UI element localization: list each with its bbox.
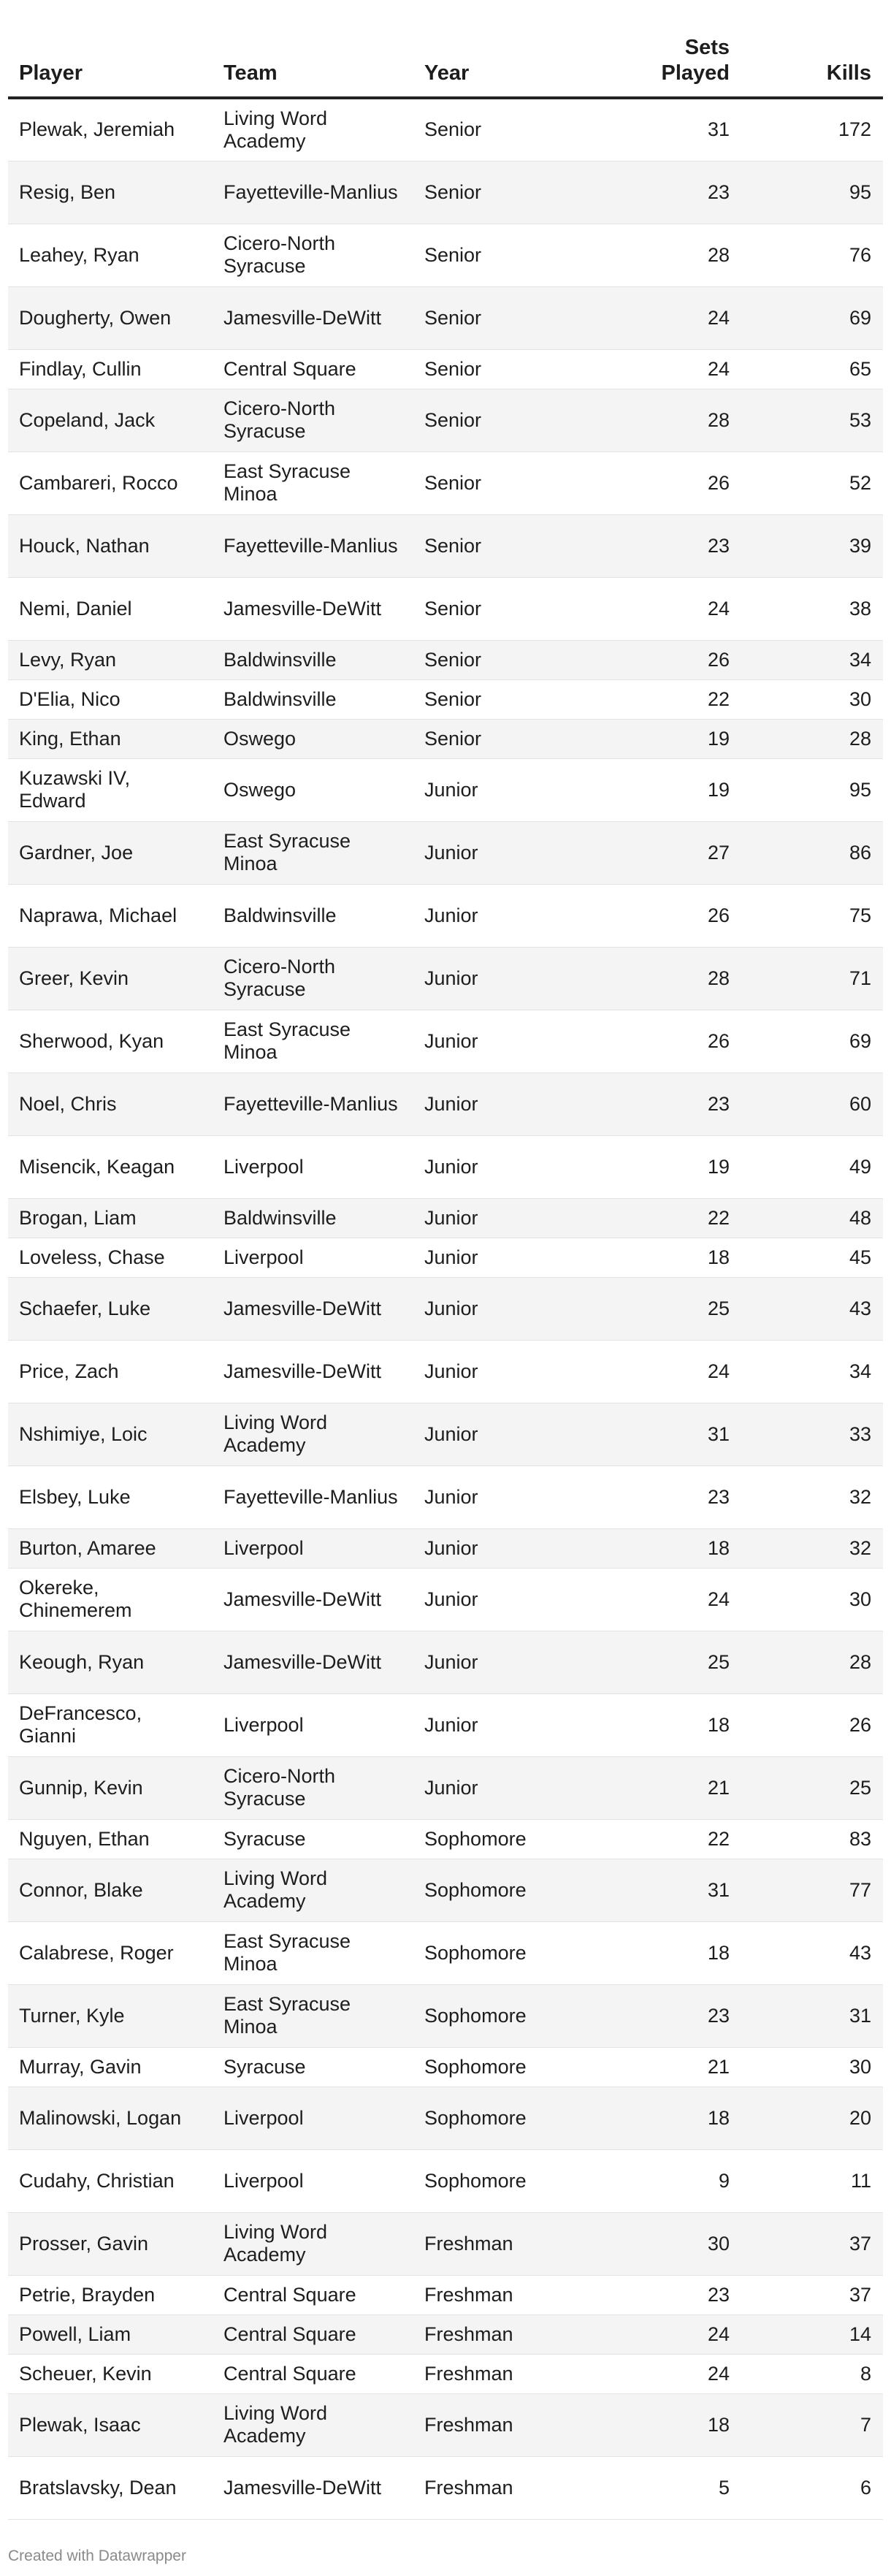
- cell-player: Scheuer, Kevin: [8, 2354, 213, 2393]
- cell-sets-played: 18: [596, 1528, 730, 1568]
- cell-sets-played: 26: [596, 451, 730, 514]
- cell-sets-played: 24: [596, 1568, 730, 1631]
- table-row: [8, 821, 883, 884]
- cell-team: Fayetteville-Manlius: [213, 161, 413, 224]
- cell-kills: 8: [730, 2354, 883, 2393]
- cell-kills: 65: [730, 349, 883, 389]
- cell-player: Prosser, Gavin: [8, 2212, 213, 2275]
- cell-player: Murray, Gavin: [8, 2047, 213, 2087]
- cell-year: Freshman: [413, 2456, 596, 2519]
- cell-year: Junior: [413, 1403, 596, 1466]
- cell-year: Senior: [413, 349, 596, 389]
- cell-year: Junior: [413, 1693, 596, 1756]
- table-row: [8, 1631, 883, 1693]
- cell-player: Schaefer, Luke: [8, 1277, 213, 1340]
- cell-player: Malinowski, Logan: [8, 2087, 213, 2149]
- cell-kills: 38: [730, 577, 883, 640]
- header-row: [8, 22, 883, 98]
- cell-player: Turner, Kyle: [8, 1984, 213, 2047]
- cell-year: Junior: [413, 884, 596, 947]
- cell-year: Junior: [413, 821, 596, 884]
- cell-sets-played: 18: [596, 1238, 730, 1277]
- cell-player: Bratslavsky, Dean: [8, 2456, 213, 2519]
- cell-player: Cambareri, Rocco: [8, 451, 213, 514]
- cell-player: Gardner, Joe: [8, 821, 213, 884]
- cell-player: Misencik, Keagan: [8, 1135, 213, 1198]
- cell-player: Petrie, Brayden: [8, 2275, 213, 2314]
- table-row: [8, 1859, 883, 1921]
- cell-kills: 30: [730, 1568, 883, 1631]
- cell-sets-played: 23: [596, 1984, 730, 2047]
- cell-team: East Syracuse Minoa: [213, 1921, 413, 1984]
- cell-year: Sophomore: [413, 1819, 596, 1859]
- cell-team: Living Word Academy: [213, 1859, 413, 1921]
- cell-player: King, Ethan: [8, 719, 213, 758]
- cell-team: Cicero-North Syracuse: [213, 1756, 413, 1819]
- cell-sets-played: 28: [596, 389, 730, 451]
- table-row: [8, 758, 883, 821]
- cell-sets-played: 22: [596, 1819, 730, 1859]
- cell-sets-played: 25: [596, 1631, 730, 1693]
- cell-player: Kuzawski IV, Edward: [8, 758, 213, 821]
- cell-year: Senior: [413, 640, 596, 679]
- cell-year: Junior: [413, 1010, 596, 1072]
- cell-team: Central Square: [213, 2275, 413, 2314]
- cell-kills: 95: [730, 161, 883, 224]
- cell-year: Freshman: [413, 2275, 596, 2314]
- column-header-team[interactable]: Team: [213, 22, 413, 98]
- table-row: [8, 947, 883, 1010]
- table-row: [8, 1403, 883, 1466]
- cell-sets-played: 23: [596, 161, 730, 224]
- cell-team: Oswego: [213, 758, 413, 821]
- cell-kills: 48: [730, 1198, 883, 1238]
- cell-kills: 28: [730, 719, 883, 758]
- cell-team: East Syracuse Minoa: [213, 451, 413, 514]
- cell-team: Baldwinsville: [213, 679, 413, 719]
- column-header-kills[interactable]: Kills: [730, 22, 883, 98]
- cell-year: Senior: [413, 161, 596, 224]
- cell-kills: 25: [730, 1756, 883, 1819]
- cell-sets-played: 23: [596, 514, 730, 577]
- cell-sets-played: 18: [596, 1693, 730, 1756]
- cell-sets-played: 27: [596, 821, 730, 884]
- cell-player: Levy, Ryan: [8, 640, 213, 679]
- cell-team: Fayetteville-Manlius: [213, 514, 413, 577]
- cell-player: Plewak, Jeremiah: [8, 98, 213, 161]
- cell-year: Junior: [413, 1528, 596, 1568]
- cell-kills: 37: [730, 2212, 883, 2275]
- cell-kills: 31: [730, 1984, 883, 2047]
- cell-team: East Syracuse Minoa: [213, 1010, 413, 1072]
- cell-year: Freshman: [413, 2212, 596, 2275]
- table-row: [8, 2047, 883, 2087]
- cell-sets-played: 26: [596, 1010, 730, 1072]
- table-row: [8, 1238, 883, 1277]
- cell-year: Senior: [413, 719, 596, 758]
- cell-sets-played: 24: [596, 349, 730, 389]
- cell-team: Jamesville-DeWitt: [213, 1631, 413, 1693]
- cell-sets-played: 30: [596, 2212, 730, 2275]
- cell-sets-played: 24: [596, 1340, 730, 1403]
- cell-year: Junior: [413, 1756, 596, 1819]
- cell-sets-played: 18: [596, 2087, 730, 2149]
- cell-kills: 86: [730, 821, 883, 884]
- cell-team: Central Square: [213, 2354, 413, 2393]
- cell-year: Junior: [413, 1072, 596, 1135]
- table-row: [8, 451, 883, 514]
- table-row: [8, 884, 883, 947]
- table-row: [8, 679, 883, 719]
- cell-kills: 39: [730, 514, 883, 577]
- cell-year: Senior: [413, 286, 596, 349]
- cell-kills: 52: [730, 451, 883, 514]
- cell-year: Junior: [413, 1568, 596, 1631]
- cell-team: Jamesville-DeWitt: [213, 1568, 413, 1631]
- cell-kills: 32: [730, 1466, 883, 1528]
- cell-team: Jamesville-DeWitt: [213, 1340, 413, 1403]
- cell-player: Sherwood, Kyan: [8, 1010, 213, 1072]
- cell-year: Sophomore: [413, 2087, 596, 2149]
- cell-kills: 6: [730, 2456, 883, 2519]
- cell-player: Copeland, Jack: [8, 389, 213, 451]
- cell-team: Jamesville-DeWitt: [213, 2456, 413, 2519]
- cell-kills: 45: [730, 1238, 883, 1277]
- table-row: [8, 1819, 883, 1859]
- cell-sets-played: 18: [596, 1921, 730, 1984]
- cell-player: Brogan, Liam: [8, 1198, 213, 1238]
- table-body: [8, 98, 883, 2519]
- cell-sets-played: 19: [596, 719, 730, 758]
- table-row: [8, 224, 883, 286]
- cell-year: Senior: [413, 224, 596, 286]
- cell-player: Gunnip, Kevin: [8, 1756, 213, 1819]
- cell-kills: 33: [730, 1403, 883, 1466]
- cell-team: Syracuse: [213, 2047, 413, 2087]
- table-row: [8, 1340, 883, 1403]
- table-row: [8, 640, 883, 679]
- cell-year: Freshman: [413, 2354, 596, 2393]
- cell-player: Powell, Liam: [8, 2314, 213, 2354]
- cell-kills: 32: [730, 1528, 883, 1568]
- cell-sets-played: 26: [596, 640, 730, 679]
- cell-year: Sophomore: [413, 2047, 596, 2087]
- cell-kills: 20: [730, 2087, 883, 2149]
- cell-team: Living Word Academy: [213, 1403, 413, 1466]
- cell-year: Junior: [413, 1135, 596, 1198]
- cell-team: Jamesville-DeWitt: [213, 1277, 413, 1340]
- datawrapper-credit[interactable]: Created with Datawrapper: [8, 2548, 186, 2564]
- cell-player: DeFrancesco, Gianni: [8, 1693, 213, 1756]
- table-row: [8, 2087, 883, 2149]
- cell-team: Liverpool: [213, 1528, 413, 1568]
- cell-year: Sophomore: [413, 1859, 596, 1921]
- cell-year: Sophomore: [413, 2149, 596, 2212]
- cell-kills: 34: [730, 1340, 883, 1403]
- table-row: [8, 719, 883, 758]
- cell-year: Junior: [413, 1238, 596, 1277]
- cell-sets-played: 22: [596, 1198, 730, 1238]
- table-row: [8, 1528, 883, 1568]
- cell-team: Oswego: [213, 719, 413, 758]
- cell-player: Cudahy, Christian: [8, 2149, 213, 2212]
- cell-team: Baldwinsville: [213, 640, 413, 679]
- table-row: [8, 1756, 883, 1819]
- table-row: [8, 1135, 883, 1198]
- cell-player: Price, Zach: [8, 1340, 213, 1403]
- cell-team: Central Square: [213, 2314, 413, 2354]
- cell-year: Junior: [413, 1466, 596, 1528]
- cell-player: Naprawa, Michael: [8, 884, 213, 947]
- cell-year: Junior: [413, 1631, 596, 1693]
- cell-team: Liverpool: [213, 2087, 413, 2149]
- cell-sets-played: 19: [596, 1135, 730, 1198]
- table-header: [8, 22, 883, 98]
- cell-kills: 28: [730, 1631, 883, 1693]
- cell-sets-played: 31: [596, 98, 730, 161]
- table-row: [8, 98, 883, 161]
- cell-sets-played: 18: [596, 2393, 730, 2456]
- cell-sets-played: 24: [596, 286, 730, 349]
- cell-team: Liverpool: [213, 1693, 413, 1756]
- cell-player: Loveless, Chase: [8, 1238, 213, 1277]
- cell-player: Plewak, Isaac: [8, 2393, 213, 2456]
- cell-player: Noel, Chris: [8, 1072, 213, 1135]
- table-row: [8, 2212, 883, 2275]
- cell-kills: 75: [730, 884, 883, 947]
- cell-kills: 30: [730, 2047, 883, 2087]
- cell-sets-played: 9: [596, 2149, 730, 2212]
- table-row: [8, 1072, 883, 1135]
- cell-kills: 69: [730, 1010, 883, 1072]
- cell-team: Baldwinsville: [213, 1198, 413, 1238]
- cell-year: Senior: [413, 451, 596, 514]
- cell-player: Greer, Kevin: [8, 947, 213, 1010]
- table-row: [8, 1568, 883, 1631]
- cell-team: East Syracuse Minoa: [213, 821, 413, 884]
- cell-year: Junior: [413, 947, 596, 1010]
- table-row: [8, 2149, 883, 2212]
- cell-sets-played: 21: [596, 1756, 730, 1819]
- cell-player: Keough, Ryan: [8, 1631, 213, 1693]
- cell-player: Calabrese, Roger: [8, 1921, 213, 1984]
- cell-sets-played: 26: [596, 884, 730, 947]
- cell-year: Sophomore: [413, 1984, 596, 2047]
- column-header-sets-played-label: Sets Played: [661, 36, 730, 85]
- table-row: [8, 2393, 883, 2456]
- cell-player: Burton, Amaree: [8, 1528, 213, 1568]
- table-row: [8, 389, 883, 451]
- cell-kills: 172: [730, 98, 883, 161]
- cell-team: Living Word Academy: [213, 2212, 413, 2275]
- cell-year: Senior: [413, 514, 596, 577]
- cell-kills: 95: [730, 758, 883, 821]
- cell-team: Cicero-North Syracuse: [213, 947, 413, 1010]
- cell-kills: 76: [730, 224, 883, 286]
- table-row: [8, 1466, 883, 1528]
- cell-team: Liverpool: [213, 1135, 413, 1198]
- cell-year: Junior: [413, 758, 596, 821]
- column-header-year[interactable]: Year: [413, 22, 596, 98]
- cell-player: Dougherty, Owen: [8, 286, 213, 349]
- cell-sets-played: 23: [596, 1072, 730, 1135]
- cell-sets-played: 22: [596, 679, 730, 719]
- table-row: [8, 2275, 883, 2314]
- cell-sets-played: 19: [596, 758, 730, 821]
- cell-kills: 37: [730, 2275, 883, 2314]
- cell-kills: 83: [730, 1819, 883, 1859]
- column-header-player[interactable]: Player: [8, 22, 213, 98]
- cell-team: Cicero-North Syracuse: [213, 224, 413, 286]
- cell-year: Junior: [413, 1277, 596, 1340]
- cell-kills: 43: [730, 1277, 883, 1340]
- cell-player: D'Elia, Nico: [8, 679, 213, 719]
- cell-year: Sophomore: [413, 1921, 596, 1984]
- table-row: [8, 2354, 883, 2393]
- cell-sets-played: 28: [596, 224, 730, 286]
- cell-sets-played: 5: [596, 2456, 730, 2519]
- cell-player: Leahey, Ryan: [8, 224, 213, 286]
- cell-year: Junior: [413, 1198, 596, 1238]
- table-row: [8, 1693, 883, 1756]
- cell-team: Cicero-North Syracuse: [213, 389, 413, 451]
- table-row: [8, 2314, 883, 2354]
- cell-year: Senior: [413, 389, 596, 451]
- cell-player: Houck, Nathan: [8, 514, 213, 577]
- cell-kills: 30: [730, 679, 883, 719]
- cell-year: Senior: [413, 679, 596, 719]
- cell-year: Freshman: [413, 2314, 596, 2354]
- cell-team: Living Word Academy: [213, 98, 413, 161]
- cell-year: Junior: [413, 1340, 596, 1403]
- cell-kills: 69: [730, 286, 883, 349]
- cell-kills: 34: [730, 640, 883, 679]
- column-header-sets-played[interactable]: [596, 22, 730, 98]
- cell-kills: 43: [730, 1921, 883, 1984]
- table-row: [8, 1198, 883, 1238]
- cell-team: Jamesville-DeWitt: [213, 286, 413, 349]
- cell-sets-played: 21: [596, 2047, 730, 2087]
- table-row: [8, 349, 883, 389]
- cell-team: Jamesville-DeWitt: [213, 577, 413, 640]
- stats-table: [8, 22, 883, 2520]
- table-row: [8, 286, 883, 349]
- table-row: [8, 1010, 883, 1072]
- cell-team: Syracuse: [213, 1819, 413, 1859]
- cell-sets-played: 25: [596, 1277, 730, 1340]
- cell-team: Baldwinsville: [213, 884, 413, 947]
- cell-kills: 71: [730, 947, 883, 1010]
- cell-sets-played: 23: [596, 1466, 730, 1528]
- cell-team: Fayetteville-Manlius: [213, 1466, 413, 1528]
- table-row: [8, 161, 883, 224]
- table-row: [8, 1921, 883, 1984]
- cell-kills: 26: [730, 1693, 883, 1756]
- cell-sets-played: 23: [596, 2275, 730, 2314]
- cell-sets-played: 24: [596, 2354, 730, 2393]
- cell-player: Connor, Blake: [8, 1859, 213, 1921]
- cell-player: Nguyen, Ethan: [8, 1819, 213, 1859]
- cell-kills: 11: [730, 2149, 883, 2212]
- cell-kills: 53: [730, 389, 883, 451]
- cell-kills: 60: [730, 1072, 883, 1135]
- cell-player: Nemi, Daniel: [8, 577, 213, 640]
- cell-sets-played: 31: [596, 1859, 730, 1921]
- cell-sets-played: 24: [596, 577, 730, 640]
- cell-player: Nshimiye, Loic: [8, 1403, 213, 1466]
- cell-sets-played: 31: [596, 1403, 730, 1466]
- cell-player: Resig, Ben: [8, 161, 213, 224]
- cell-team: Liverpool: [213, 2149, 413, 2212]
- cell-player: Elsbey, Luke: [8, 1466, 213, 1528]
- table-row: [8, 577, 883, 640]
- cell-year: Senior: [413, 577, 596, 640]
- table-row: [8, 1277, 883, 1340]
- cell-year: Senior: [413, 98, 596, 161]
- table-row: [8, 1984, 883, 2047]
- cell-year: Freshman: [413, 2393, 596, 2456]
- cell-team: Fayetteville-Manlius: [213, 1072, 413, 1135]
- table-row: [8, 2456, 883, 2519]
- cell-team: East Syracuse Minoa: [213, 1984, 413, 2047]
- cell-player: Okereke, Chinemerem: [8, 1568, 213, 1631]
- table-row: [8, 514, 883, 577]
- cell-kills: 14: [730, 2314, 883, 2354]
- cell-team: Central Square: [213, 349, 413, 389]
- cell-sets-played: 24: [596, 2314, 730, 2354]
- cell-player: Findlay, Cullin: [8, 349, 213, 389]
- cell-team: Liverpool: [213, 1238, 413, 1277]
- cell-sets-played: 28: [596, 947, 730, 1010]
- cell-kills: 7: [730, 2393, 883, 2456]
- cell-kills: 77: [730, 1859, 883, 1921]
- cell-team: Living Word Academy: [213, 2393, 413, 2456]
- cell-kills: 49: [730, 1135, 883, 1198]
